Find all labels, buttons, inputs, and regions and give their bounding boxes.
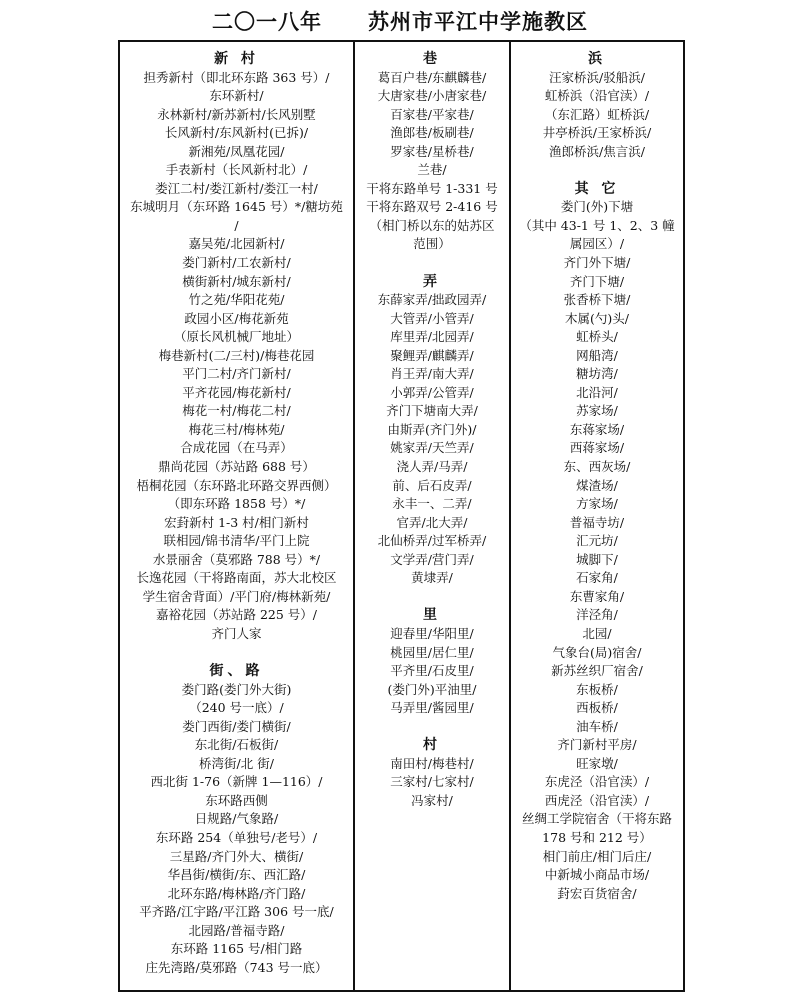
address-line: 油车桥/ <box>576 718 618 734</box>
address-line: 竹之苑/华阳花苑/ <box>188 292 285 308</box>
address-line: 东环路 254（单独号/老号）/ <box>155 829 318 845</box>
address-line: 齐门外下塘/ <box>563 255 631 271</box>
address-line: 学生宿舍背面）/平门府/梅林新苑/ <box>142 588 331 604</box>
address-line: 娄门新村/工农新村/ <box>182 255 291 271</box>
section-spacer <box>120 644 353 663</box>
address-line: 东板桥/ <box>576 681 618 697</box>
address-line: 永林新村/新苏新村/长风别墅 <box>157 106 316 122</box>
address-line: 平齐花园/梅花新村/ <box>182 384 291 400</box>
address-line: 马弄里/酱园里/ <box>390 700 474 716</box>
address-line: 苏家场/ <box>576 403 618 419</box>
page-title <box>0 6 800 36</box>
address-line: （240 号一底）/ <box>189 700 284 716</box>
address-line: 石家角/ <box>576 570 618 586</box>
address-line: 葑宏百货宿舍/ <box>557 885 637 901</box>
address-line: 庄先湾路/莫邪路（743 号一底） <box>145 959 328 975</box>
address-line: 北园路/普福寺路/ <box>188 922 285 938</box>
address-line: 汪家桥浜/驳船浜/ <box>549 69 645 85</box>
address-line: 普福寺坊/ <box>569 514 625 530</box>
address-line: 手表新村（长风新村北）/ <box>165 162 308 178</box>
section-heading: 街、路 <box>209 663 264 680</box>
address-line: 方家场/ <box>576 496 618 512</box>
section-heading: 里 <box>423 607 441 624</box>
address-line: 日规路/气象路/ <box>194 811 279 827</box>
address-line: 渔郎桥浜/焦言浜/ <box>549 143 645 159</box>
section-heading: 新 村 <box>214 51 259 67</box>
address-line: 大唐家巷/小唐家巷/ <box>377 88 487 104</box>
address-line: 百家巷/平家巷/ <box>390 106 474 122</box>
address-line: 合成花园（在马弄） <box>180 440 293 456</box>
address-line: （即东环路 1858 号）*/ <box>167 496 306 512</box>
column-xiang-nong-li-cun <box>355 50 509 810</box>
address-line: 齐门下塘南大弄/ <box>386 403 478 419</box>
address-line: 平齐路/江宇路/平江路 306 号一底/ <box>139 904 334 920</box>
address-line: 范围） <box>413 236 451 252</box>
address-line: 井亭桥浜/王家桥浜/ <box>542 125 652 141</box>
section-heading: 其 它 <box>574 180 620 197</box>
address-line: 东、西灰场/ <box>563 459 631 475</box>
address-line: 前、后石皮弄/ <box>392 477 472 493</box>
address-line: 长逸花园（干将路南面，苏大北校区 <box>136 570 337 586</box>
address-line: （其中 43-1 号 1、2、3 幢 <box>519 217 675 233</box>
address-line: 东城明月（东环路 1645 号）*/糖坊苑 <box>130 199 343 215</box>
address-line: 网船湾/ <box>576 347 618 363</box>
address-line: 梧桐花园（东环路北环路交界西侧） <box>136 477 337 493</box>
address-line: 平门二村/齐门新村/ <box>182 366 291 382</box>
address-line: 横街新村/城东新村/ <box>182 273 291 289</box>
address-line: 嘉裕花园（苏站路 225 号）/ <box>155 607 318 623</box>
title-year: 二〇一八年 <box>212 10 322 34</box>
address-line: 水景丽舍（莫邪路 788 号）*/ <box>152 551 321 567</box>
address-line: 姚家弄/天竺弄/ <box>390 440 474 456</box>
address-line: 齐门下塘/ <box>569 273 625 289</box>
address-line: 西板桥/ <box>576 700 618 716</box>
address-line: 由斯弄(齐门外)/ <box>387 421 477 437</box>
address-line: 新苏丝织厂宿舍/ <box>551 663 643 679</box>
section-spacer <box>355 588 509 607</box>
address-line: 三星路/齐门外大、横街/ <box>169 848 304 864</box>
address-line: （东汇路）虹桥浜/ <box>544 106 650 122</box>
address-line: 北仙桥弄/过军桥弄/ <box>377 533 487 549</box>
address-line: 丝绸工学院宿舍（干将东路 <box>521 811 672 827</box>
address-line: 罗家巷/星桥巷/ <box>390 143 474 159</box>
address-line: 齐门人家 <box>211 625 262 641</box>
address-line: 虹桥浜（沿官渎）/ <box>544 88 650 104</box>
address-line: （原长风机械厂地址） <box>173 329 299 345</box>
address-line: 永丰一、二弄/ <box>392 496 472 512</box>
address-line: 178 号和 212 号） <box>542 829 652 845</box>
address-line: 浇人弄/马弄/ <box>396 459 468 475</box>
address-line: 东蒋家场/ <box>569 421 625 437</box>
address-line: 木属(勺)头/ <box>565 310 629 326</box>
column-xincun-jielu <box>120 50 353 977</box>
address-line: 东北街/石板街/ <box>194 737 279 753</box>
address-line: 长风新村/东风新村(已拆)/ <box>164 125 309 141</box>
address-line: 娄门路(娄门外大街) <box>181 681 292 697</box>
address-line: 梅花一村/梅花二村/ <box>182 403 291 419</box>
address-line: 西北街 1-76（新牌 1—116）/ <box>150 774 323 790</box>
address-line: / <box>234 217 239 233</box>
address-line: 桃园里/居仁里/ <box>390 644 474 660</box>
address-line: 城脚下/ <box>576 551 618 567</box>
address-line: (娄门外)平油里/ <box>387 681 477 697</box>
address-line: 黄埭弄/ <box>411 570 453 586</box>
address-line: 兰巷/ <box>417 162 447 178</box>
address-line: 东环新村/ <box>209 88 264 104</box>
address-line: 担秀新村（即北环东路 363 号）/ <box>143 69 330 85</box>
address-line: 迎春里/华阳里/ <box>390 625 474 641</box>
address-line: 气象台(局)宿舍/ <box>552 644 642 660</box>
section-spacer <box>511 161 683 180</box>
address-line: 梅花三村/梅林苑/ <box>188 421 285 437</box>
address-line: 北沿河/ <box>576 384 618 400</box>
address-line: 中新城小商品市场/ <box>544 867 650 883</box>
address-line: 联相园/锦书清华/平门上院 <box>163 533 310 549</box>
address-line: 东环路西侧 <box>205 792 268 808</box>
address-line: 华昌街/横街/东、西汇路/ <box>167 867 306 883</box>
address-line: 冯家村/ <box>411 792 453 808</box>
address-line: 肖王弄/南大弄/ <box>390 366 474 382</box>
address-line: 葛百户巷/东麒麟巷/ <box>377 69 487 85</box>
address-line: 三家村/七家村/ <box>390 774 474 790</box>
address-line: 张香桥下塘/ <box>563 292 631 308</box>
address-line: 宏葑新村 1-3 村/相门新村 <box>164 514 309 530</box>
address-line: 东环路 1165 号/相门路 <box>170 941 303 957</box>
address-line: 西蒋家场/ <box>569 440 625 456</box>
address-line: 小郭弄/公管弄/ <box>390 384 474 400</box>
address-line: 东曹家角/ <box>569 588 625 604</box>
address-line: 糖坊湾/ <box>576 366 618 382</box>
address-line: 新湘苑/凤凰花园/ <box>188 143 285 159</box>
address-line: 渔郎巷/板刷巷/ <box>390 125 474 141</box>
section-heading: 村 <box>423 737 441 754</box>
address-line: 旺家墩/ <box>576 755 618 771</box>
address-line: 西虎泾（沿官渎）/ <box>544 792 650 808</box>
address-line: 汇元坊/ <box>576 533 618 549</box>
address-line: 嘉吴苑/北园新村/ <box>188 236 285 252</box>
address-line: 东虎泾（沿官渎）/ <box>544 774 650 790</box>
address-line: 文学弄/营门弄/ <box>390 551 474 567</box>
section-heading: 弄 <box>423 273 441 290</box>
address-line: 娄门西街/娄门横街/ <box>182 718 291 734</box>
address-line: 北园/ <box>582 625 612 641</box>
address-line: 南田村/梅巷村/ <box>390 755 474 771</box>
address-line: 相门前庄/相门后庄/ <box>542 848 652 864</box>
address-line: 齐门新村平房/ <box>557 737 637 753</box>
column-bang-qita <box>511 50 683 903</box>
address-line: 鼎尚花园（苏站路 688 号） <box>158 459 315 475</box>
address-line: 东薛家弄/拙政园弄/ <box>377 292 487 308</box>
address-line: 干将东路单号 1-331 号 <box>366 180 498 196</box>
address-line: 大管弄/小管弄/ <box>390 310 474 326</box>
title-school: 苏州市平江中学施教区 <box>368 10 588 34</box>
address-line: 聚鲤弄/麒麟弄/ <box>390 347 474 363</box>
address-line: 虹桥头/ <box>576 329 618 345</box>
section-heading: 浜 <box>588 51 606 67</box>
address-line: 政园小区/梅花新苑 <box>184 310 289 326</box>
section-spacer <box>355 254 509 273</box>
address-line: 干将东路双号 2-416 号 <box>366 199 498 215</box>
address-line: 洋泾角/ <box>576 607 618 623</box>
address-line: 梅巷新村(二/三村)/梅巷花园 <box>158 347 315 363</box>
section-heading: 巷 <box>423 51 441 67</box>
address-line: 属园区）/ <box>569 236 625 252</box>
address-line: 煤渣场/ <box>576 477 618 493</box>
address-line: 库里弄/北园弄/ <box>390 329 474 345</box>
district-table <box>118 40 685 992</box>
address-line: 娄江二村/娄江新村/娄江一村/ <box>155 180 318 196</box>
address-line: 北环东路/梅林路/齐门路/ <box>167 885 306 901</box>
address-line: （相门桥以东的姑苏区 <box>369 217 495 233</box>
address-line: 娄门(外)下塘 <box>560 199 634 215</box>
address-line: 平齐里/石皮里/ <box>390 663 474 679</box>
address-line: 官弄/北大弄/ <box>396 514 468 530</box>
section-spacer <box>355 718 509 737</box>
address-line: 桥湾街/北 街/ <box>199 755 274 771</box>
